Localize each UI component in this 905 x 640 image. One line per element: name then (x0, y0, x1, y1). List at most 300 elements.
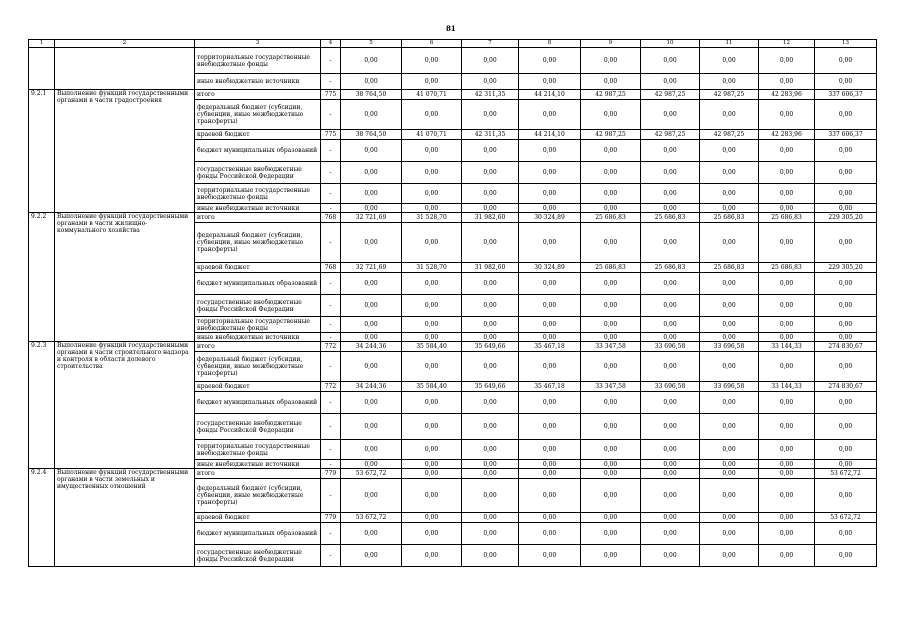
value-cell: 53 672,72 (341, 469, 402, 479)
value-cell: 33 347,58 (581, 382, 641, 392)
header-cell: 10 (641, 40, 700, 48)
value-cell: 0,00 (700, 460, 759, 469)
value-cell: 0,00 (519, 414, 581, 440)
funding-source: итого (195, 469, 321, 479)
value-cell: 0,00 (581, 352, 641, 382)
funding-source: итого (195, 342, 321, 352)
value-cell: 0,00 (641, 479, 700, 513)
value-cell: 0,00 (402, 440, 462, 460)
value-cell: 0,00 (519, 392, 581, 414)
value-cell: 0,00 (341, 414, 402, 440)
value-cell: 0,00 (700, 273, 759, 295)
value-cell: 25 686,83 (581, 263, 641, 273)
code-cell: - (321, 140, 341, 162)
value-cell: 31 982,60 (462, 213, 519, 223)
value-cell: 0,00 (462, 74, 519, 90)
value-cell: 0,00 (519, 479, 581, 513)
budget-table (28, 39, 877, 567)
section-code: 9.2.3 (29, 342, 55, 469)
header-cell: 5 (341, 40, 402, 48)
section-name (55, 48, 195, 90)
value-cell: 0,00 (815, 414, 877, 440)
value-cell: 35 584,40 (402, 382, 462, 392)
value-cell: 0,00 (341, 100, 402, 130)
value-cell: 0,00 (759, 74, 815, 90)
value-cell: 0,00 (462, 140, 519, 162)
value-cell: 0,00 (759, 204, 815, 213)
value-cell: 0,00 (462, 414, 519, 440)
funding-source: территориальные государственные внебюджетные фонды (195, 317, 321, 333)
value-cell: 0,00 (700, 48, 759, 74)
code-cell: - (321, 204, 341, 213)
value-cell: 0,00 (402, 333, 462, 342)
value-cell: 0,00 (519, 545, 581, 567)
value-cell: 0,00 (402, 392, 462, 414)
value-cell: 0,00 (815, 48, 877, 74)
value-cell: 0,00 (759, 479, 815, 513)
value-cell: 0,00 (462, 223, 519, 263)
value-cell: 0,00 (815, 545, 877, 567)
code-cell: - (321, 162, 341, 184)
funding-source: федеральный бюджет (субсидии, субвенции, иные межбюджетные трансферты) (195, 100, 321, 130)
value-cell: 0,00 (581, 414, 641, 440)
value-cell: 0,00 (462, 392, 519, 414)
value-cell: 0,00 (402, 352, 462, 382)
value-cell: 229 305,20 (815, 213, 877, 223)
value-cell: 41 070,71 (402, 130, 462, 140)
value-cell: 0,00 (462, 352, 519, 382)
value-cell: 0,00 (700, 204, 759, 213)
value-cell: 0,00 (581, 545, 641, 567)
value-cell: 0,00 (462, 48, 519, 74)
value-cell: 0,00 (341, 479, 402, 513)
value-cell: 34 244,36 (341, 382, 402, 392)
value-cell: 33 696,58 (700, 342, 759, 352)
value-cell: 0,00 (462, 479, 519, 513)
value-cell: 35 649,66 (462, 382, 519, 392)
value-cell: 32 721,69 (341, 263, 402, 273)
value-cell: 0,00 (341, 523, 402, 545)
value-cell: 0,00 (815, 74, 877, 90)
section-code: 9.2.4 (29, 469, 55, 567)
value-cell: 0,00 (641, 295, 700, 317)
value-cell: 0,00 (519, 204, 581, 213)
funding-source: территориальные государственные внебюджетные фонды (195, 440, 321, 460)
funding-source: краевой бюджет (195, 513, 321, 523)
value-cell: 0,00 (759, 333, 815, 342)
value-cell: 0,00 (519, 223, 581, 263)
value-cell: 33 696,58 (641, 382, 700, 392)
value-cell: 25 686,83 (759, 213, 815, 223)
value-cell: 0,00 (581, 295, 641, 317)
value-cell: 0,00 (641, 523, 700, 545)
funding-source: бюджет муниципальных образований (195, 273, 321, 295)
funding-source: краевой бюджет (195, 382, 321, 392)
value-cell: 0,00 (402, 513, 462, 523)
value-cell: 0,00 (462, 469, 519, 479)
value-cell: 0,00 (581, 100, 641, 130)
value-cell: 0,00 (815, 479, 877, 513)
value-cell: 0,00 (519, 513, 581, 523)
value-cell: 33 696,58 (700, 382, 759, 392)
section-name: Выполнение функций государственными органами в части градостроения (55, 90, 195, 213)
value-cell: 0,00 (402, 162, 462, 184)
value-cell: 0,00 (462, 460, 519, 469)
value-cell: 0,00 (519, 74, 581, 90)
value-cell: 0,00 (341, 392, 402, 414)
value-cell: 0,00 (402, 469, 462, 479)
value-cell: 0,00 (641, 317, 700, 333)
value-cell: 0,00 (759, 513, 815, 523)
column-number-row (29, 40, 877, 48)
value-cell: 0,00 (700, 545, 759, 567)
value-cell: 0,00 (462, 513, 519, 523)
value-cell: 0,00 (700, 162, 759, 184)
value-cell: 0,00 (700, 414, 759, 440)
value-cell: 41 070,71 (402, 90, 462, 100)
value-cell: 0,00 (519, 273, 581, 295)
value-cell: 0,00 (581, 333, 641, 342)
value-cell: 33 347,58 (581, 342, 641, 352)
value-cell: 33 696,58 (641, 342, 700, 352)
value-cell: 53 672,72 (815, 513, 877, 523)
value-cell: 31 982,60 (462, 263, 519, 273)
value-cell: 0,00 (581, 513, 641, 523)
code-cell: - (321, 460, 341, 469)
value-cell: 0,00 (641, 184, 700, 204)
value-cell: 0,00 (581, 48, 641, 74)
value-cell: 0,00 (341, 162, 402, 184)
value-cell: 42 987,25 (700, 90, 759, 100)
value-cell: 0,00 (462, 440, 519, 460)
code-cell: - (321, 479, 341, 513)
value-cell: 0,00 (759, 317, 815, 333)
value-cell: 35 649,66 (462, 342, 519, 352)
value-cell: 0,00 (700, 74, 759, 90)
value-cell: 0,00 (581, 204, 641, 213)
value-cell: 35 584,40 (402, 342, 462, 352)
value-cell: 0,00 (402, 140, 462, 162)
value-cell: 0,00 (641, 460, 700, 469)
value-cell: 0,00 (759, 469, 815, 479)
value-cell: 0,00 (341, 352, 402, 382)
value-cell: 34 244,36 (341, 342, 402, 352)
funding-source: итого (195, 213, 321, 223)
value-cell: 0,00 (581, 479, 641, 513)
value-cell: 0,00 (759, 162, 815, 184)
value-cell: 0,00 (462, 184, 519, 204)
value-cell: 0,00 (519, 469, 581, 479)
code-cell: - (321, 414, 341, 440)
value-cell: 0,00 (759, 460, 815, 469)
code-cell: 768 (321, 263, 341, 273)
value-cell: 31 528,70 (402, 213, 462, 223)
value-cell: 42 311,35 (462, 130, 519, 140)
value-cell: 0,00 (519, 48, 581, 74)
value-cell: 33 144,33 (759, 382, 815, 392)
value-cell: 0,00 (341, 204, 402, 213)
code-cell: 768 (321, 213, 341, 223)
value-cell: 0,00 (402, 295, 462, 317)
value-cell: 0,00 (581, 440, 641, 460)
value-cell: 0,00 (402, 414, 462, 440)
value-cell: 42 311,35 (462, 90, 519, 100)
value-cell: 33 144,33 (759, 342, 815, 352)
value-cell: 0,00 (341, 140, 402, 162)
value-cell: 0,00 (641, 352, 700, 382)
code-cell: - (321, 100, 341, 130)
code-cell: - (321, 48, 341, 74)
funding-source: иные внебюджетные источники (195, 460, 321, 469)
value-cell: 0,00 (759, 48, 815, 74)
value-cell: 0,00 (581, 392, 641, 414)
value-cell: 274 830,67 (815, 342, 877, 352)
funding-source: территориальные государственные внебюджетные фонды (195, 184, 321, 204)
value-cell: 0,00 (581, 140, 641, 162)
value-cell: 0,00 (700, 317, 759, 333)
value-cell: 0,00 (341, 317, 402, 333)
value-cell: 0,00 (341, 74, 402, 90)
value-cell: 42 283,96 (759, 90, 815, 100)
value-cell: 0,00 (402, 74, 462, 90)
value-cell: 0,00 (462, 162, 519, 184)
value-cell: 0,00 (700, 140, 759, 162)
value-cell: 32 721,69 (341, 213, 402, 223)
value-cell: 0,00 (341, 440, 402, 460)
value-cell: 0,00 (341, 333, 402, 342)
value-cell: 0,00 (759, 223, 815, 263)
section-name: Выполнение функций государственными органами в части жилищно-коммунального хозяйства (55, 213, 195, 342)
code-cell: - (321, 184, 341, 204)
value-cell: 0,00 (462, 545, 519, 567)
value-cell: 0,00 (402, 479, 462, 513)
value-cell: 0,00 (581, 74, 641, 90)
value-cell: 0,00 (402, 523, 462, 545)
value-cell: 0,00 (815, 295, 877, 317)
value-cell: 0,00 (519, 295, 581, 317)
value-cell: 0,00 (700, 295, 759, 317)
value-cell: 274 830,67 (815, 382, 877, 392)
value-cell: 0,00 (641, 140, 700, 162)
value-cell: 0,00 (581, 317, 641, 333)
value-cell: 30 324,89 (519, 213, 581, 223)
value-cell: 0,00 (815, 273, 877, 295)
value-cell: 30 324,89 (519, 263, 581, 273)
value-cell: 0,00 (341, 273, 402, 295)
value-cell: 0,00 (402, 317, 462, 333)
value-cell: 0,00 (700, 223, 759, 263)
value-cell: 42 987,25 (641, 130, 700, 140)
funding-source: федеральный бюджет (субсидии, субвенции, иные межбюджетные трансферты) (195, 223, 321, 263)
value-cell: 0,00 (759, 184, 815, 204)
code-cell: - (321, 333, 341, 342)
code-cell: - (321, 440, 341, 460)
code-cell: - (321, 545, 341, 567)
table-row (29, 213, 877, 223)
value-cell: 0,00 (815, 317, 877, 333)
value-cell: 0,00 (641, 513, 700, 523)
value-cell: 42 987,25 (581, 90, 641, 100)
value-cell: 0,00 (815, 204, 877, 213)
value-cell: 25 686,83 (581, 213, 641, 223)
value-cell: 0,00 (700, 333, 759, 342)
section-name: Выполнение функций государственными органами в части земельных и имущественных отношений (55, 469, 195, 567)
value-cell: 0,00 (700, 469, 759, 479)
funding-source: бюджет муниципальных образований (195, 523, 321, 545)
header-cell: 8 (519, 40, 581, 48)
value-cell: 0,00 (759, 545, 815, 567)
section-code: 9.2.2 (29, 213, 55, 342)
value-cell: 0,00 (581, 460, 641, 469)
value-cell: 0,00 (700, 440, 759, 460)
page-number: 81 (446, 24, 456, 33)
code-cell: 779 (321, 469, 341, 479)
funding-source: государственные внебюджетные фонды Российской Федерации (195, 162, 321, 184)
value-cell: 0,00 (519, 523, 581, 545)
table-row (29, 469, 877, 479)
value-cell: 0,00 (462, 333, 519, 342)
value-cell: 0,00 (641, 333, 700, 342)
code-cell: - (321, 223, 341, 263)
code-cell: 772 (321, 382, 341, 392)
value-cell: 0,00 (759, 295, 815, 317)
header-cell: 12 (759, 40, 815, 48)
funding-source: иные внебюджетные источники (195, 204, 321, 213)
header-cell: 13 (815, 40, 877, 48)
value-cell: 38 764,50 (341, 90, 402, 100)
funding-source: бюджет муниципальных образований (195, 140, 321, 162)
value-cell: 0,00 (641, 74, 700, 90)
table-row (29, 342, 877, 352)
section-code (29, 48, 55, 90)
header-cell: 1 (29, 40, 55, 48)
value-cell: 0,00 (815, 140, 877, 162)
value-cell: 0,00 (815, 523, 877, 545)
funding-source: государственные внебюджетные фонды Российской Федерации (195, 295, 321, 317)
value-cell: 0,00 (759, 440, 815, 460)
value-cell: 0,00 (815, 352, 877, 382)
funding-source: итого (195, 90, 321, 100)
value-cell: 0,00 (759, 352, 815, 382)
value-cell: 337 606,37 (815, 90, 877, 100)
value-cell: 35 467,18 (519, 382, 581, 392)
value-cell: 0,00 (462, 100, 519, 130)
funding-source: федеральный бюджет (субсидии, субвенции, иные межбюджетные трансферты) (195, 479, 321, 513)
value-cell: 0,00 (519, 352, 581, 382)
value-cell: 25 686,83 (700, 263, 759, 273)
value-cell: 53 672,72 (341, 513, 402, 523)
table-row (29, 48, 877, 74)
value-cell: 0,00 (402, 204, 462, 213)
value-cell: 0,00 (700, 184, 759, 204)
funding-source: иные внебюджетные источники (195, 333, 321, 342)
header-cell: 7 (462, 40, 519, 48)
code-cell: - (321, 74, 341, 90)
value-cell: 0,00 (815, 162, 877, 184)
code-cell: - (321, 523, 341, 545)
value-cell: 0,00 (341, 184, 402, 204)
value-cell: 0,00 (402, 184, 462, 204)
value-cell: 0,00 (700, 392, 759, 414)
code-cell: - (321, 295, 341, 317)
value-cell: 229 305,20 (815, 263, 877, 273)
value-cell: 0,00 (641, 100, 700, 130)
value-cell: 35 467,18 (519, 342, 581, 352)
code-cell: - (321, 273, 341, 295)
value-cell: 0,00 (641, 162, 700, 184)
code-cell: 772 (321, 342, 341, 352)
value-cell: 0,00 (402, 545, 462, 567)
code-cell: - (321, 392, 341, 414)
code-cell: 775 (321, 90, 341, 100)
value-cell: 0,00 (341, 460, 402, 469)
value-cell: 0,00 (581, 223, 641, 263)
code-cell: - (321, 317, 341, 333)
value-cell: 0,00 (641, 545, 700, 567)
value-cell: 0,00 (641, 223, 700, 263)
table-body (29, 40, 877, 567)
value-cell: 53 672,72 (815, 469, 877, 479)
header-cell: 4 (321, 40, 341, 48)
header-cell: 6 (402, 40, 462, 48)
value-cell: 0,00 (519, 184, 581, 204)
code-cell: - (321, 352, 341, 382)
value-cell: 0,00 (641, 392, 700, 414)
value-cell: 0,00 (815, 392, 877, 414)
value-cell: 0,00 (341, 223, 402, 263)
value-cell: 0,00 (641, 48, 700, 74)
value-cell: 0,00 (700, 100, 759, 130)
value-cell: 31 528,70 (402, 263, 462, 273)
value-cell: 0,00 (341, 48, 402, 74)
value-cell: 0,00 (700, 523, 759, 545)
value-cell: 0,00 (641, 469, 700, 479)
header-cell: 9 (581, 40, 641, 48)
value-cell: 44 214,10 (519, 130, 581, 140)
value-cell: 0,00 (402, 223, 462, 263)
header-cell: 11 (700, 40, 759, 48)
section-code: 9.2.1 (29, 90, 55, 213)
value-cell: 0,00 (759, 273, 815, 295)
value-cell: 42 283,96 (759, 130, 815, 140)
value-cell: 0,00 (815, 440, 877, 460)
funding-source: бюджет муниципальных образований (195, 392, 321, 414)
value-cell: 0,00 (519, 140, 581, 162)
value-cell: 0,00 (641, 204, 700, 213)
value-cell: 25 686,83 (700, 213, 759, 223)
value-cell: 0,00 (700, 352, 759, 382)
value-cell: 0,00 (815, 333, 877, 342)
value-cell: 42 987,25 (641, 90, 700, 100)
value-cell: 0,00 (581, 162, 641, 184)
value-cell: 0,00 (519, 317, 581, 333)
value-cell: 0,00 (641, 440, 700, 460)
value-cell: 0,00 (815, 223, 877, 263)
funding-source: краевой бюджет (195, 263, 321, 273)
value-cell: 0,00 (581, 523, 641, 545)
value-cell: 0,00 (519, 440, 581, 460)
header-cell: 2 (55, 40, 195, 48)
value-cell: 0,00 (759, 140, 815, 162)
value-cell: 0,00 (402, 273, 462, 295)
value-cell: 0,00 (402, 48, 462, 74)
header-cell: 3 (195, 40, 321, 48)
value-cell: 0,00 (641, 273, 700, 295)
value-cell: 0,00 (815, 100, 877, 130)
value-cell: 0,00 (519, 460, 581, 469)
value-cell: 0,00 (462, 317, 519, 333)
value-cell: 0,00 (815, 460, 877, 469)
